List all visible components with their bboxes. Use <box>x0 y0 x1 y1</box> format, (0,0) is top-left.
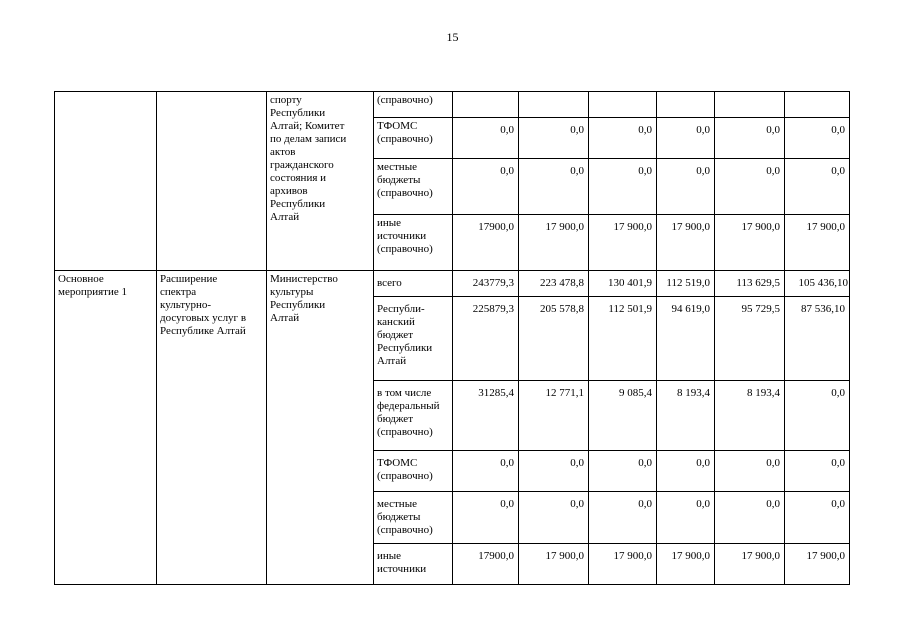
cell-line: источники <box>377 230 427 242</box>
value-cell: 130 401,9 <box>589 271 657 297</box>
value-cell: 8 193,4 <box>657 381 715 451</box>
value-cell <box>453 92 519 118</box>
value-cell: 17 900,0 <box>785 215 850 271</box>
value-cell: 17 900,0 <box>715 215 785 271</box>
cell-line: ТФОМС <box>377 120 418 132</box>
value-cell: 0,0 <box>657 159 715 215</box>
source-cell <box>374 451 453 492</box>
cell-line: культуры <box>270 286 314 298</box>
cell-line: Республи- <box>377 303 425 315</box>
value-cell: 0,0 <box>785 159 850 215</box>
cell-line: бюджет <box>377 329 413 341</box>
page-number: 15 <box>446 30 459 44</box>
value-cell: 0,0 <box>657 451 715 492</box>
value-cell: 0,0 <box>785 118 850 159</box>
value-cell: 0,0 <box>785 492 850 544</box>
cell-line: (справочно) <box>377 470 433 482</box>
table-row <box>55 271 850 297</box>
value-cell: 9 085,4 <box>589 381 657 451</box>
cell-line: Республике Алтай <box>160 325 246 337</box>
cell-line: Министерство <box>270 273 338 285</box>
value-cell: 0,0 <box>453 492 519 544</box>
value-cell: 0,0 <box>657 492 715 544</box>
value-cell: 95 729,5 <box>715 297 785 381</box>
value-cell: 243779,3 <box>453 271 519 297</box>
cell-line: Республики <box>270 299 326 311</box>
cell-line: иные <box>377 217 402 229</box>
value-cell: 87 536,10 <box>785 297 850 381</box>
value-cell: 17 900,0 <box>715 544 785 585</box>
value-cell: 17 900,0 <box>785 544 850 585</box>
cell-line: (справочно) <box>377 426 433 438</box>
activity-name-cell <box>55 271 157 585</box>
cell-line: Алтай <box>270 211 300 223</box>
value-cell: 17900,0 <box>453 544 519 585</box>
cell-line: местные <box>377 161 417 173</box>
cell-line: иные <box>377 550 402 562</box>
value-cell: 0,0 <box>589 492 657 544</box>
activity-description-cell <box>157 92 267 271</box>
cell-line: актов <box>270 146 296 158</box>
value-cell <box>785 92 850 118</box>
value-cell: 112 501,9 <box>589 297 657 381</box>
cell-line: (справочно) <box>377 187 433 199</box>
value-cell: 0,0 <box>785 381 850 451</box>
cell-line: в том числе <box>377 387 432 399</box>
value-cell: 0,0 <box>519 492 589 544</box>
cell-line: канский <box>377 316 415 328</box>
value-cell: 0,0 <box>715 492 785 544</box>
value-cell: 17 900,0 <box>519 544 589 585</box>
value-cell: 0,0 <box>715 159 785 215</box>
value-cell <box>657 92 715 118</box>
cell-line: ТФОМС <box>377 457 418 469</box>
value-cell: 0,0 <box>519 159 589 215</box>
value-cell: 0,0 <box>519 118 589 159</box>
cell-line: Основное <box>58 273 104 285</box>
executor-cell <box>267 271 374 585</box>
cell-line: бюджет <box>377 413 413 425</box>
cell-line: культурно- <box>160 299 212 311</box>
cell-line: архивов <box>270 185 308 197</box>
activity-description-cell <box>157 271 267 585</box>
value-cell: 31285,4 <box>453 381 519 451</box>
value-cell: 12 771,1 <box>519 381 589 451</box>
cell-line: всего <box>377 277 402 289</box>
budget-table <box>54 91 850 585</box>
value-cell: 225879,3 <box>453 297 519 381</box>
cell-line: Алтай; Комитет <box>270 120 345 132</box>
cell-line: спорту <box>270 94 302 106</box>
source-cell <box>374 215 453 271</box>
value-cell: 0,0 <box>715 451 785 492</box>
cell-line: Расширение <box>160 273 218 285</box>
cell-line: Республики <box>270 107 326 119</box>
value-cell: 17 900,0 <box>657 544 715 585</box>
value-cell: 17 900,0 <box>589 215 657 271</box>
executor-cell <box>267 92 374 271</box>
value-cell: 105 436,10 <box>785 271 850 297</box>
value-cell: 112 519,0 <box>657 271 715 297</box>
cell-line: спектра <box>160 286 197 298</box>
cell-line: состояния и <box>270 172 327 184</box>
cell-line: досуговых услуг в <box>160 312 247 324</box>
source-cell <box>374 381 453 451</box>
cell-line: Алтай <box>377 355 407 367</box>
source-cell <box>374 492 453 544</box>
value-cell <box>519 92 589 118</box>
activity-name-cell <box>55 92 157 271</box>
value-cell: 0,0 <box>589 451 657 492</box>
value-cell: 17 900,0 <box>589 544 657 585</box>
value-cell: 17 900,0 <box>657 215 715 271</box>
cell-line: Алтай <box>270 312 300 324</box>
value-cell: 0,0 <box>453 451 519 492</box>
value-cell <box>715 92 785 118</box>
cell-line: (справочно) <box>377 94 433 106</box>
table-row <box>55 92 850 118</box>
value-cell <box>589 92 657 118</box>
source-cell <box>374 159 453 215</box>
value-cell: 8 193,4 <box>715 381 785 451</box>
value-cell: 94 619,0 <box>657 297 715 381</box>
source-cell <box>374 271 453 297</box>
value-cell: 0,0 <box>657 118 715 159</box>
source-cell <box>374 118 453 159</box>
cell-line: Республики <box>270 198 326 210</box>
cell-line: источники <box>377 563 427 575</box>
cell-line: Республики <box>377 342 433 354</box>
cell-line: мероприятие 1 <box>58 286 128 298</box>
cell-line: местные <box>377 498 417 510</box>
source-cell <box>374 544 453 585</box>
value-cell: 0,0 <box>453 118 519 159</box>
value-cell: 0,0 <box>715 118 785 159</box>
source-cell <box>374 297 453 381</box>
value-cell: 0,0 <box>453 159 519 215</box>
value-cell: 113 629,5 <box>715 271 785 297</box>
budget-table-body <box>55 92 850 585</box>
value-cell: 0,0 <box>785 451 850 492</box>
cell-line: (справочно) <box>377 243 433 255</box>
cell-line: бюджеты <box>377 174 421 186</box>
source-cell <box>374 92 453 118</box>
value-cell: 223 478,8 <box>519 271 589 297</box>
value-cell: 205 578,8 <box>519 297 589 381</box>
value-cell: 0,0 <box>589 159 657 215</box>
cell-line: (справочно) <box>377 133 433 145</box>
cell-line: гражданского <box>270 159 334 171</box>
cell-line: по делам записи <box>270 133 347 145</box>
value-cell: 0,0 <box>589 118 657 159</box>
value-cell: 17900,0 <box>453 215 519 271</box>
value-cell: 0,0 <box>519 451 589 492</box>
cell-line: бюджеты <box>377 511 421 523</box>
cell-line: федеральный <box>377 400 440 412</box>
cell-line: (справочно) <box>377 524 433 536</box>
value-cell: 17 900,0 <box>519 215 589 271</box>
